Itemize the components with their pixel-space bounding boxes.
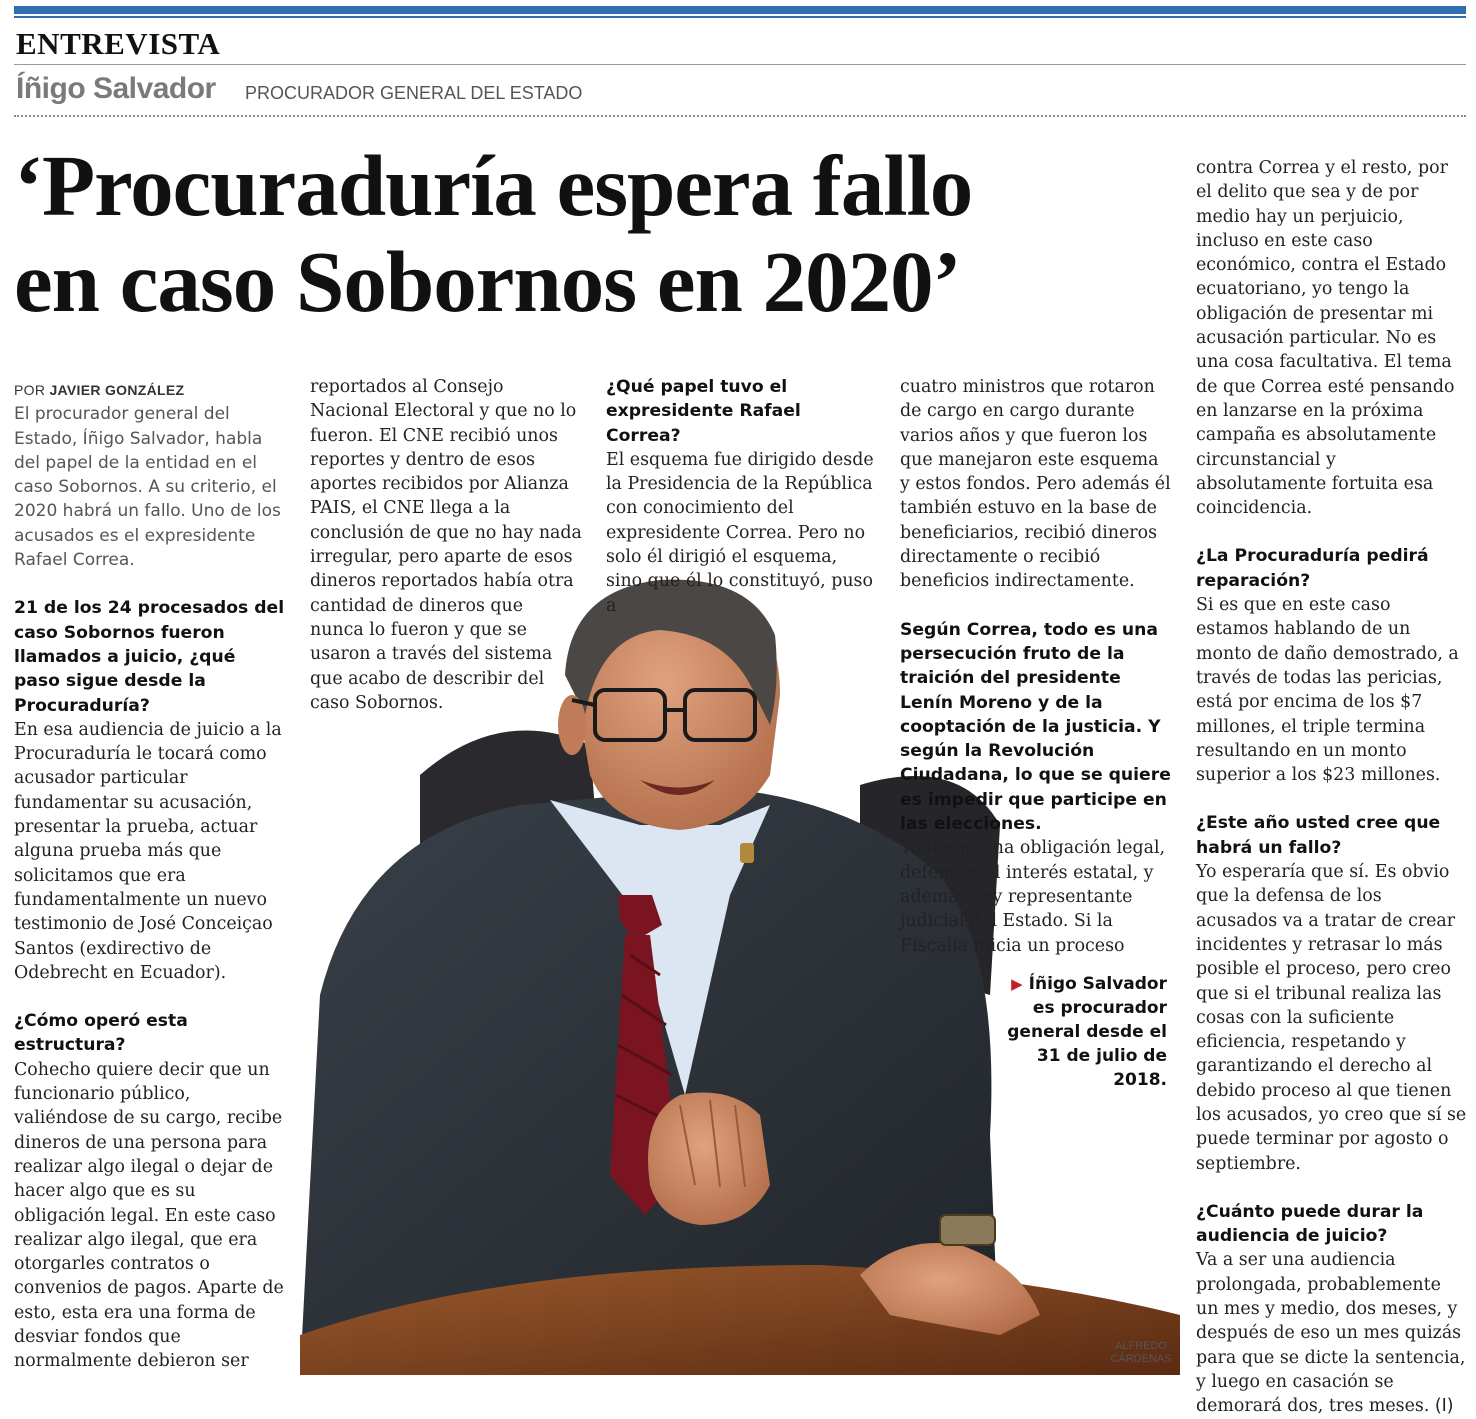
headline-line-2: en caso Sobornos en 2020’	[14, 233, 961, 330]
end-mark: (I)	[1434, 1396, 1454, 1417]
column-2	[310, 375, 582, 715]
answer-5: Si es que en este caso estamos hablando de un monto de daño demostrado, a través de todas las pericias, está por encima de los $7 millones, el triple termina resultando en un monto superior a los $23 millones.	[1196, 595, 1459, 786]
top-accent-bar	[14, 6, 1466, 14]
question-4: Según Correa, todo es una persecución fruto de la traición del presidente Lenín Moreno y de la cooptación de la justicia. Y según la Revolución Ciudadana, lo que se quiere es impedir que participe en las elecciones.	[900, 619, 1171, 835]
interviewee-name: Íñigo Salvador	[16, 72, 216, 105]
answer-4: Yo tengo una obligación legal, defender el interés estatal, y además soy representante judicial del Estado. Si la Fiscalía inicia un proceso	[900, 838, 1166, 956]
answer-6: Yo esperaría que sí. Es obvio que la defensa de los acusados va a tratar de crear incidentes y retrasar lo más posible el proceso, pero creo que si el tribunal realiza las cosas con la suficiente eficiencia, respetando y garantizando el derecho al debido proceso al que tienen los acusados, yo creo que sí se puede terminar por agosto o septiembre.	[1196, 862, 1467, 1174]
top-accent-line	[14, 16, 1466, 18]
headline	[14, 138, 1184, 330]
question-6: ¿Este año usted cree que habrá un fallo?	[1196, 813, 1441, 858]
answer-1: En esa audiencia de juicio a la Procuraduría le tocará como acusador particular fundamentar su acusación, presentar la prueba, actuar alguna prueba más que solicitamos que era fundamentalmente un nuevo testimonio de José Conceiçao Santos (exdirectivo de Odebrecht en Ecuador).	[14, 719, 282, 983]
question-7: ¿Cuánto puede durar la audiencia de juicio?	[1196, 1201, 1424, 1247]
lead-paragraph: El procurador general del Estado, Íñigo Salvador, habla del papel de la entidad en el caso Sobornos. A su criterio, el 2020 habrá un fallo. Uno de los acusados es el expresidente Rafael Correa.	[14, 404, 281, 571]
column-5-text: contra Correa y el resto, por el delito que sea y de por medio hay un perjuicio, incluso en este caso económico, contra el Estado ecuatoriano, yo tengo la obligación de presentar mi acusación particular. No es una cosa facultativa. El tema de que Correa esté pensando en lanzarse en la próxima campaña es absolutamente circunstancial y absolutamente fortuita esa coincidencia.	[1196, 158, 1455, 519]
interviewee-role: PROCURADOR GENERAL DEL ESTADO	[245, 83, 583, 103]
byline-author: JAVIER GONZÁLEZ	[49, 382, 185, 398]
question-1: 21 de los 24 procesados del caso Sobornos fueron llamados a juicio, ¿qué paso sigue desde la Procuraduría?	[14, 598, 285, 716]
answer-7-text: Va a ser una audiencia prolongada, probablemente un mes y medio, dos meses, y después de eso un mes quizás para que se dicte la sentencia, y luego en casación se demorará dos, tres meses.	[1196, 1250, 1466, 1417]
byline	[14, 378, 286, 402]
caption-text: Íñigo Salvador es procurador general desde el 31 de julio de 2018.	[1007, 974, 1167, 1090]
credit-line-2: CÁRDENAS	[1110, 1353, 1172, 1365]
header-divider	[14, 64, 1466, 65]
answer-2: Cohecho quiere decir que un funcionario público, valiéndose de su cargo, recibe dineros de una persona para realizar algo ilegal o dejar de hacer algo que es su obligación legal. En este caso realizar algo ilegal, que era otorgarles contratos o convenios de pagos. Aparte de esto, esta era una forma de desviar fondos que normalmente debieron ser	[14, 1059, 284, 1372]
photo-credit	[1106, 1340, 1176, 1366]
question-5: ¿La Procuraduría pedirá reparación?	[1196, 546, 1429, 591]
question-3: ¿Qué papel tuvo el expresidente Rafael Correa?	[606, 377, 801, 446]
answer-3: El esquema fue dirigido desde la Presidencia de la República con conocimiento del expresidente Correa. Pero no solo él dirigió el esquema, sino que él lo constituyó, puso a	[606, 449, 874, 616]
section-label: ENTREVISTA	[16, 26, 221, 61]
photo-caption	[985, 972, 1167, 1092]
headline-line-1: ‘Procuraduría espera fallo	[14, 137, 973, 234]
column-4-text: cuatro ministros que rotaron de cargo en cargo durante varios años y que fueron los que manejaron este esquema y estos fondos. Pero además él también estuvo en la base de beneficiarios, recibió dineros directamente o recibió beneficios indirectamente.	[900, 377, 1171, 592]
column-5	[1196, 156, 1468, 1419]
column-1	[14, 378, 286, 1374]
dotted-divider	[14, 115, 1466, 117]
question-2: ¿Cómo operó esta estructura?	[14, 1011, 188, 1056]
answer-7	[1196, 1248, 1468, 1418]
column-3	[606, 375, 878, 618]
byline-prefix: POR	[14, 382, 46, 398]
credit-line-1: ALFREDO	[1115, 1340, 1167, 1352]
caption-marker-icon: ▶	[1011, 975, 1023, 993]
column-4	[900, 375, 1172, 958]
column-2-text: reportados al Consejo Nacional Electoral y que no lo fueron. El CNE recibió unos reportes y dentro de esos aportes recibidos por Alianza PAIS, el CNE llega a la conclusión de que no hay nada irregular, pero aparte de esos dineros reportados había otra cantidad de dineros que nunca lo fueron y que se usaron a través del sistema que acabo de describir del caso Sobornos.	[310, 377, 582, 713]
